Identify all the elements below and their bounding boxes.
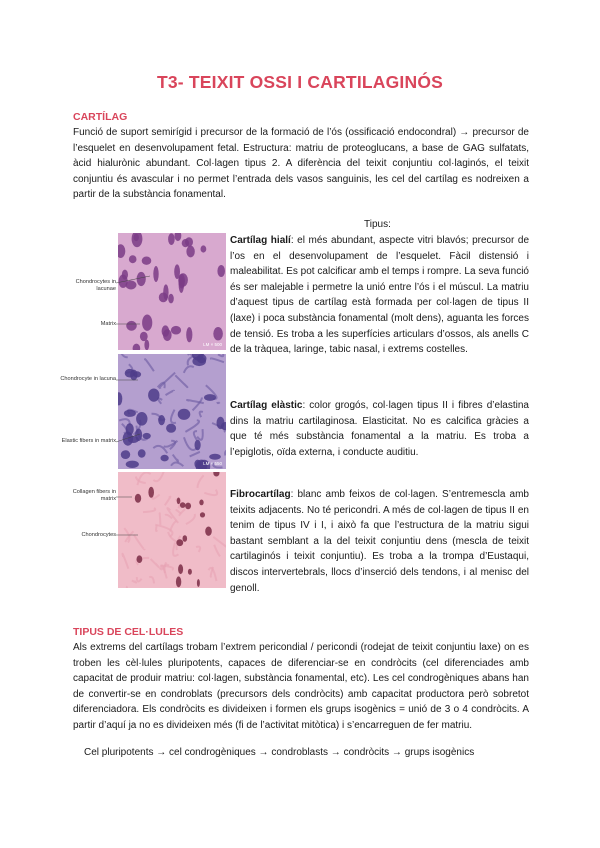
elastic-paragraph (230, 398, 529, 460)
section-heading-cells: TIPUS DE CEL·LULES (73, 626, 184, 638)
magnification-label: LM × 550 (203, 461, 222, 466)
label-chondrocyte-lacuna: Chondrocyte in lacuna (60, 376, 116, 382)
micrograph-fibro (60, 472, 228, 590)
hiali-term: Cartílag hialí (230, 235, 291, 246)
fibro-paragraph (230, 487, 529, 596)
elastic-term: Cartílag elàstic (230, 400, 303, 411)
cartilag-intro: Funció de suport semirígid i precursor de la formació de l’ós (ossificació endocondral) → precursor de l’esquelet en desenvolupament fetal. Estructura: matriu de proteoglucans, a base de GAG sulfatats, àcid hialurònic abundant. Col·lagen tipus 2. A diferència del teixit conjuntiu col·laginós, el teixit conjuntiu és avascular i no permet l’entrada dels vasos sanguinis, les cel del cartílag es nodreixen a partir de la substància fonamental. (73, 127, 529, 201)
fibro-term: Fibrocartílag (230, 489, 291, 500)
label-matrix: Matrix (100, 321, 116, 327)
hiali-text: : el més abundant, aspecte vitri blavós; precursor de l’os en el desenvolupament de l’esquelet. Fàcil distensió i maleabilitat. Es pot calcificar amb el temps i rompre. La seva funció és ser malejable i permetre la unió entre l’ós i el múscul. La matriu d’aquest tipus de cartílag està formada per col·lagen de tipus II (laxe) i poca substància fonamental (molt dens), aguanta les forces de tensió. Es troba a les superfícies articulars d’ossos, als anells C de la tràquea, laringe, tabic nasal, i extrems costelles. (230, 235, 530, 356)
micrograph-hyaline (60, 233, 228, 353)
magnification-label: LM × 500 (203, 342, 222, 347)
hiali-paragraph (230, 233, 529, 358)
micrograph-elastic (60, 354, 228, 472)
section-heading-cartilag: CARTÍLAG (73, 111, 128, 123)
page-title: T3- TEIXIT OSSI I CARTILAGINÓS (156, 72, 444, 92)
types-label: Tipus: (364, 219, 391, 230)
label-chondrocytes-lacunae: Chondrocytes in lacunae (75, 279, 116, 292)
label-collagen-fibers: Collagen fibers in matrix (72, 489, 116, 502)
label-chondrocytes: Chondrocytes (81, 532, 116, 538)
fibro-text: : blanc amb feixos de col·lagen. S’entremescla amb teixits adjacents. No té pericondri. A més de col·lagen de tipus II en tenim de tipus IV i I, i això fa que l’estructura de la matriu sigui bastant semblant a la del teixit conjuntiu dens (mescla de teixit cartilaginós i teixit conjuntiu). Es troba a la trompa d’Eustaqui, discos intervertebrals, llocs d’inserció dels tendons, i al menisc del genoll. (230, 489, 529, 594)
cell-sequence: Cel pluripotents → cel condrogèniques → condroblasts → condròcits → grups isogènics (84, 747, 475, 758)
elastic-text: : color grogós, col·lagen tipus II i fibres d’elastina dins la matriu cartilaginosa. Elasticitat. No es calcifica gràcies a que té més substància fonamental a la matriu. Es troba a l’epiglotis, oïda externa, i conducte auditiu. (230, 400, 529, 458)
label-elastic-fibers: Elastic fibers in matrix (61, 438, 116, 444)
cells-paragraph: Als extrems del cartílags trobam l’extrem pericondial / pericondi (rodejat de teixit conjuntiu laxe) on es troben les cèl·lules pluripotents, capaces de diferenciar-se en condròcits (cel diferenciades amb capacitat de produir matriu: col·lagen, substància fonamental, etc). Les cel condrogèniques abans han de convertir-se en condroblats (precursors dels condròcits) amb capacitat productora però sobretot diferenciadora. Els condròcits es divideixen i formen els grups isogènics = unió de 3 o 4 condròcits. A partir d’aquí ja no es divideixen més (fi de l’activitat mitòtica) i s’encarreguen de fer matriu. (73, 642, 529, 731)
